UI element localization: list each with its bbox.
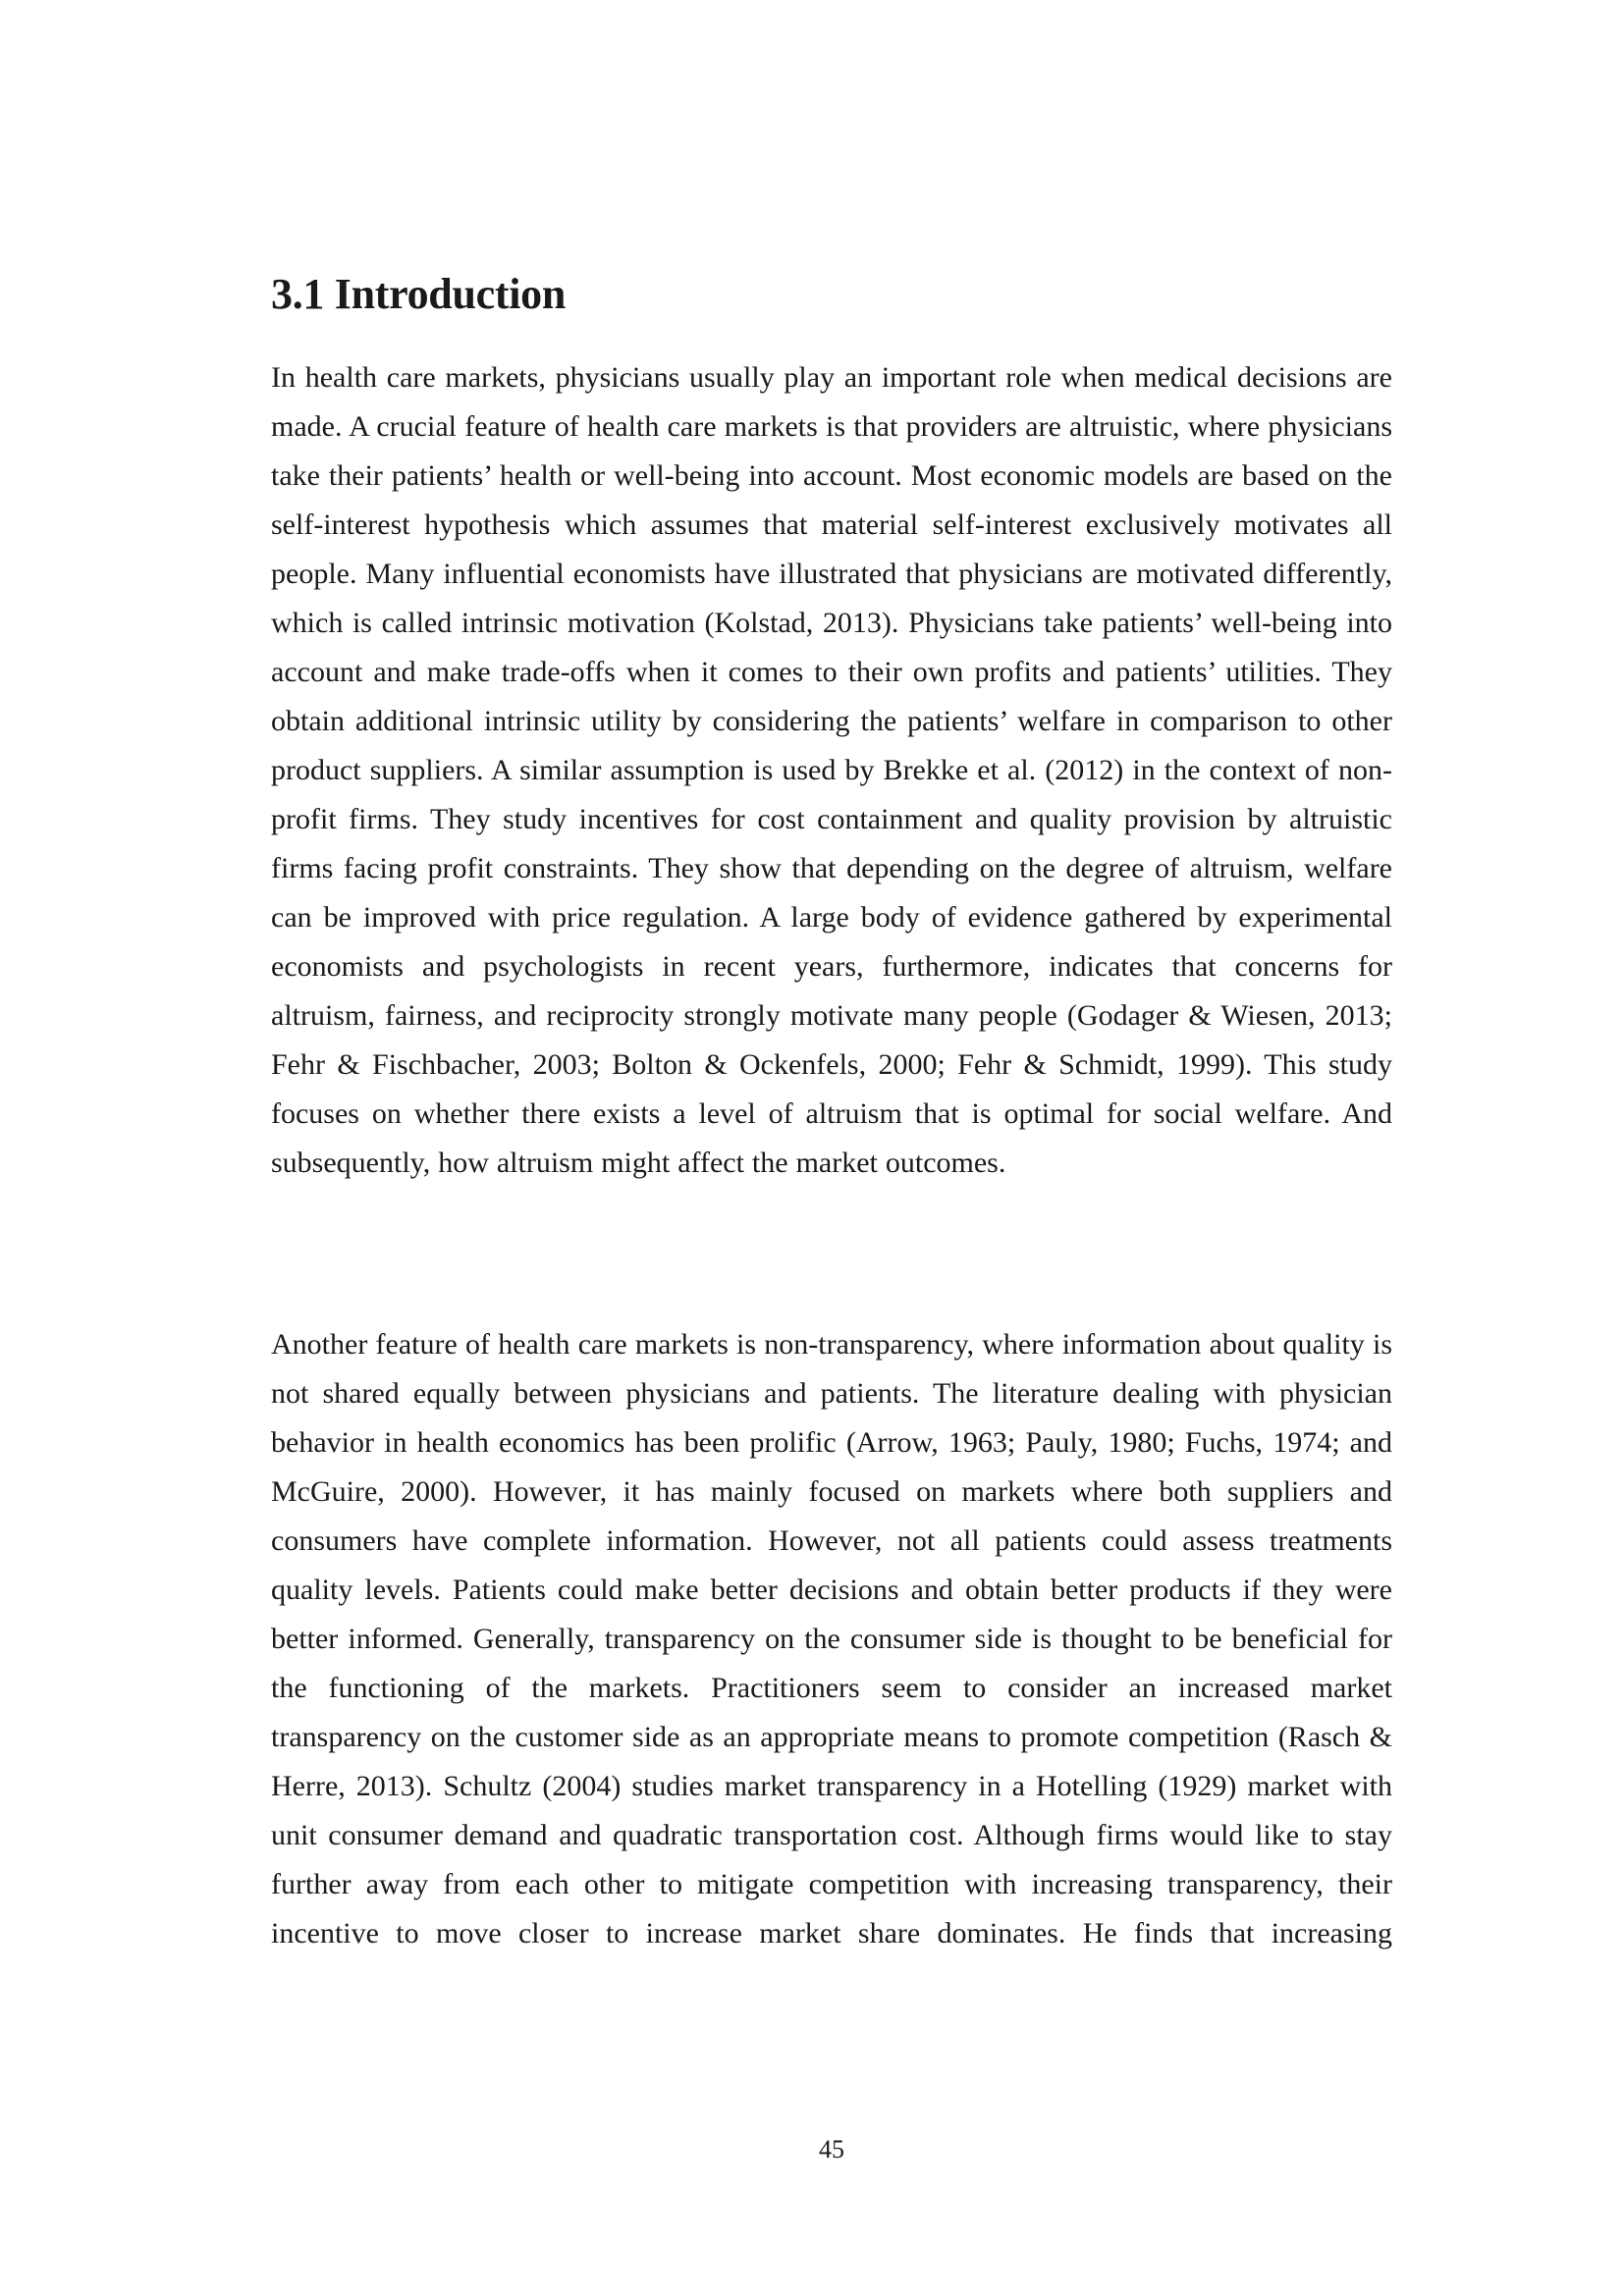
paragraph-non-transparency: Another feature of health care markets is non-transparency, where information about quality is not shared equally between physicians and patients. The literature dealing with physician behavior in health economics has been prolific (Arrow, 1963; Pauly, 1980; Fuchs, 1974; and McGuire, 2000). However, it has mainly focused on markets where both suppliers and consumers have complete information. However, not all patients could assess treatments quality levels. Patients could make better decisions and obtain better products if they were better informed. Generally, transparency on the consumer side is thought to be beneficial for the functioning of the markets. Practitioners seem to consider an increased market transparency on the customer side as an appropriate means to promote competition (Rasch & Herre, 2013). Schultz (2004) studies market transparency in a Hotelling (1929) market with unit consumer demand and quadratic transportation cost. Although firms would like to stay further away from each other to mitigate competition with increasing transparency, their incentive to move closer to increase market share dominates. He finds that increasing	[271, 1328, 1392, 1949]
paragraph-introduction-altruism: In health care markets, physicians usually play an important role when medical decisions are made. A crucial feature of health care markets is that providers are altruistic, where physicians take their patients’ health or well-being into account. Most economic models are based on the self-interest hypothesis which assumes that material self-interest exclusively motivates all people. Many influential economists have illustrated that physicians are motivated differently, which is called intrinsic motivation (Kolstad, 2013). Physicians take patients’ well-being into account and make trade-offs when it comes to their own profits and patients’ utilities. They obtain additional intrinsic utility by considering the patients’ welfare in comparison to other product suppliers. A similar assumption is used by Brekke et al. (2012) in the context of non-profit firms. They study incentives for cost containment and quality provision by altruistic firms facing profit constraints. They show that depending on the degree of altruism, welfare can be improved with price regulation. A large body of evidence gathered by experimental economists and psychologists in recent years, furthermore, indicates that concerns for altruism, fairness, and reciprocity strongly motivate many people (Godager & Wiesen, 2013; Fehr & Fischbacher, 2003; Bolton & Ockenfels, 2000; Fehr & Schmidt, 1999). This study focuses on whether there exists a level of altruism that is optimal for social welfare. And subsequently, how altruism might affect the market outcomes.	[271, 361, 1392, 1179]
section-heading: 3.1 Introduction	[271, 270, 566, 318]
page-number: 45	[819, 2135, 844, 2163]
